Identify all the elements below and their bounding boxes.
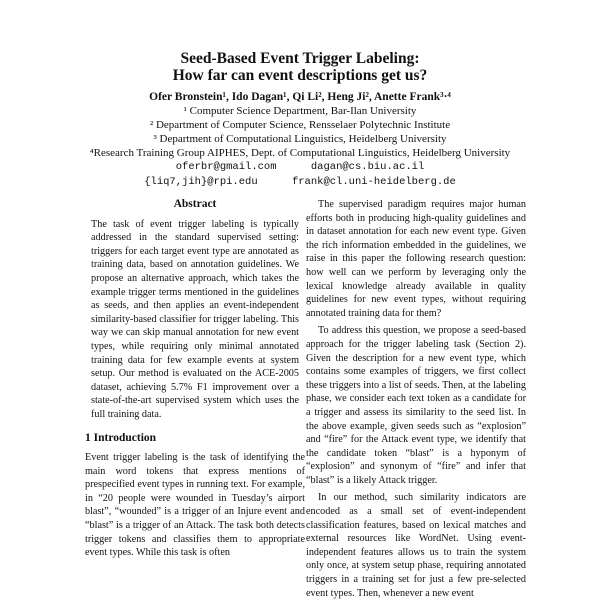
abstract-heading: Abstract bbox=[173, 198, 217, 210]
header-block bbox=[0, 50, 600, 190]
email-row-1 bbox=[0, 160, 600, 175]
affiliation-4: ⁴Research Training Group AIPHES, Dept. of Computational Linguistics, Heidelberg University bbox=[89, 147, 511, 159]
email-1: oferbr@gmail.com bbox=[175, 161, 277, 173]
abstract-text: The task of event trigger labeling is typically addressed in the standard supervised setting: triggers for each target event type are annotated as training data, based on annotation guidelines. We propose an alternative approach, which takes the example trigger terms mentioned in the guidelines as seeds, and then applies an event-independent similarity-based classifier for trigger labeling. This way we can skip manual annotation for new event types, while requiring only minimal annotated training data for few example events at system setup. Our method is evaluated on the ACE-2005 dataset, achieving 5.7% F1 improvement over a state-of-the-art supervised system which uses the full training data. bbox=[91, 218, 299, 420]
email-2: dagan@cs.biu.ac.il bbox=[310, 161, 425, 173]
right-paragraph-3: In our method, such similarity indicators are encoded as a small set of event-independent classification features, based on lexical matches and external resources like WordNet. Using event-independent features allows us to train the system only once, at system setup phase, requiring annotated triggers in a training set for just a few pre-selected event types. Then, whenever a new event bbox=[306, 492, 526, 599]
paper-title-line1: Seed-Based Event Trigger Labeling: bbox=[180, 50, 420, 67]
left-column bbox=[85, 198, 305, 560]
email-4: frank@cl.uni-heidelberg.de bbox=[291, 176, 456, 188]
paper-title-line2: How far can event descriptions get us? bbox=[172, 67, 428, 84]
right-paragraph-1: The supervised paradigm requires major human efforts both in producing high-quality guidelines and in dataset annotation for each new event type. Given the rich information embedded in the guidelines, we raise in this paper the following research question: how well can we perform by leveraging only the lexical knowledge already available in quality guidelines for new event types, without requiring annotated training data for them? bbox=[306, 199, 526, 319]
intro-text: Event trigger labeling is the task of identifying the main word tokens that express mentions of prespecified event types in running text. For example, in “20 people were wounded in Tuesday’s airport blast”, “wounded” is a trigger of an Injure event and “blast” is a trigger of an Attack. The task both detects trigger tokens and classifies them to appropriate event types. While this task is often bbox=[85, 452, 305, 559]
email-row-2 bbox=[0, 175, 600, 190]
affiliation-3: ³ Department of Computational Linguistics, Heidelberg University bbox=[153, 133, 447, 145]
email-3: {liq7,jih}@rpi.edu bbox=[144, 176, 258, 188]
affiliation-1: ¹ Computer Science Department, Bar-Ilan University bbox=[183, 105, 417, 117]
author-list: Ofer Bronstein¹, Ido Dagan¹, Qi Li², Heng Ji², Anette Frank³·⁴ bbox=[149, 91, 451, 103]
affiliation-2: ² Department of Computer Science, Rensselaer Polytechnic Institute bbox=[149, 119, 451, 131]
right-paragraph-2: To address this question, we propose a seed-based approach for the trigger labeling task (Section 2). Given the description for a new event type, which contains some examples of triggers, we first collect these triggers into a list of seeds. Then, at the labeling phase, we consider each text token as a candidate for a trigger and assess its similarity to the seed list. In the above example, given seeds such as “explosion” and “fire” for the Attack event type, we identify that the candidate token “blast” is a hyponym of “explosion” and synonym of “fire” and infer that “blast” is a likely Attack trigger. bbox=[306, 325, 526, 486]
intro-heading: 1 Introduction bbox=[85, 431, 157, 444]
right-column bbox=[306, 198, 526, 600]
abstract-section bbox=[85, 198, 305, 422]
